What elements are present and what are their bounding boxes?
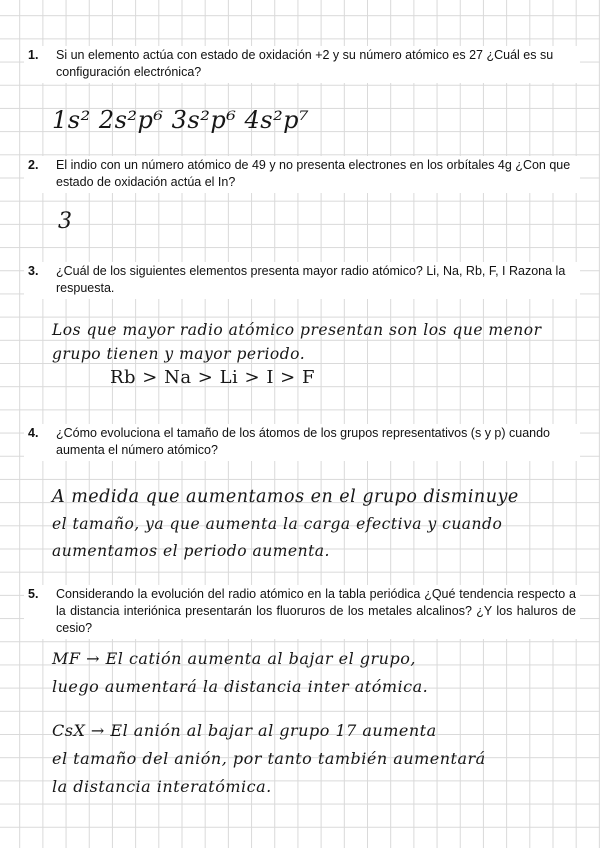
answer-line: Rb > Na > Li > I > F (110, 367, 315, 388)
answer-4 (52, 484, 519, 565)
answer-line: 3 (58, 209, 73, 234)
question-text: ¿Cuál de los siguientes elementos presenta mayor radio atómico? Li, Na, Rb, F, I Razona la respuesta. (56, 264, 566, 295)
question-text: El indio con un número atómico de 49 y no presenta electrones en los orbítales 4g ¿Con que estado de oxidación actúa el In? (56, 158, 571, 189)
question-number: 2. (28, 158, 39, 172)
question-4 (24, 424, 580, 461)
answer-line: MF → El catión aumenta al bajar el grupo, (52, 649, 416, 668)
answer-line: grupo tienen y mayor periodo. (52, 345, 306, 363)
answer-line: el tamaño del anión, por tanto también aumentará (52, 749, 486, 768)
question-number: 5. (28, 587, 39, 601)
answer-line: A medida que aumentamos en el grupo disminuye (52, 487, 519, 507)
answer-line: Los que mayor radio atómico presentan son los que menor (52, 321, 542, 339)
answer-line: el tamaño, ya que aumenta la carga efectiva y cuando (52, 515, 503, 533)
answer-line (52, 701, 486, 717)
answer-3 (52, 318, 542, 390)
question-number: 3. (28, 264, 39, 278)
question-number: 4. (28, 426, 39, 440)
question-2 (24, 156, 580, 193)
answer-line: la distancia interatómica. (52, 777, 272, 796)
question-3 (24, 262, 580, 299)
question-text: ¿Cómo evoluciona el tamaño de los átomos de los grupos representativos (s y p) cuando aumenta el número atómico? (56, 426, 551, 457)
question-1 (24, 46, 580, 83)
answer-1 (52, 105, 309, 135)
question-5 (24, 585, 580, 639)
answer-line: luego aumentará la distancia inter atómica. (52, 677, 429, 696)
answer-5 (52, 645, 486, 801)
answer-2 (58, 208, 73, 236)
question-text: Considerando la evolución del radio atómico en la tabla periódica ¿Qué tendencia respecto a la distancia interiónica presentarán los fluoruros de los metales alcalinos? ¿Y los haluros de cesio? (56, 587, 576, 635)
answer-line: aumentamos el periodo aumenta. (52, 542, 330, 560)
question-number: 1. (28, 48, 39, 62)
question-text: Si un elemento actúa con estado de oxidación +2 y su número atómico es 27 ¿Cuál es su configuración electrónica? (56, 48, 554, 79)
answer-line: CsX → El anión al bajar al grupo 17 aumenta (52, 721, 437, 740)
answer-line: 1s² 2s²p⁶ 3s²p⁶ 4s²p⁷ (52, 106, 310, 134)
